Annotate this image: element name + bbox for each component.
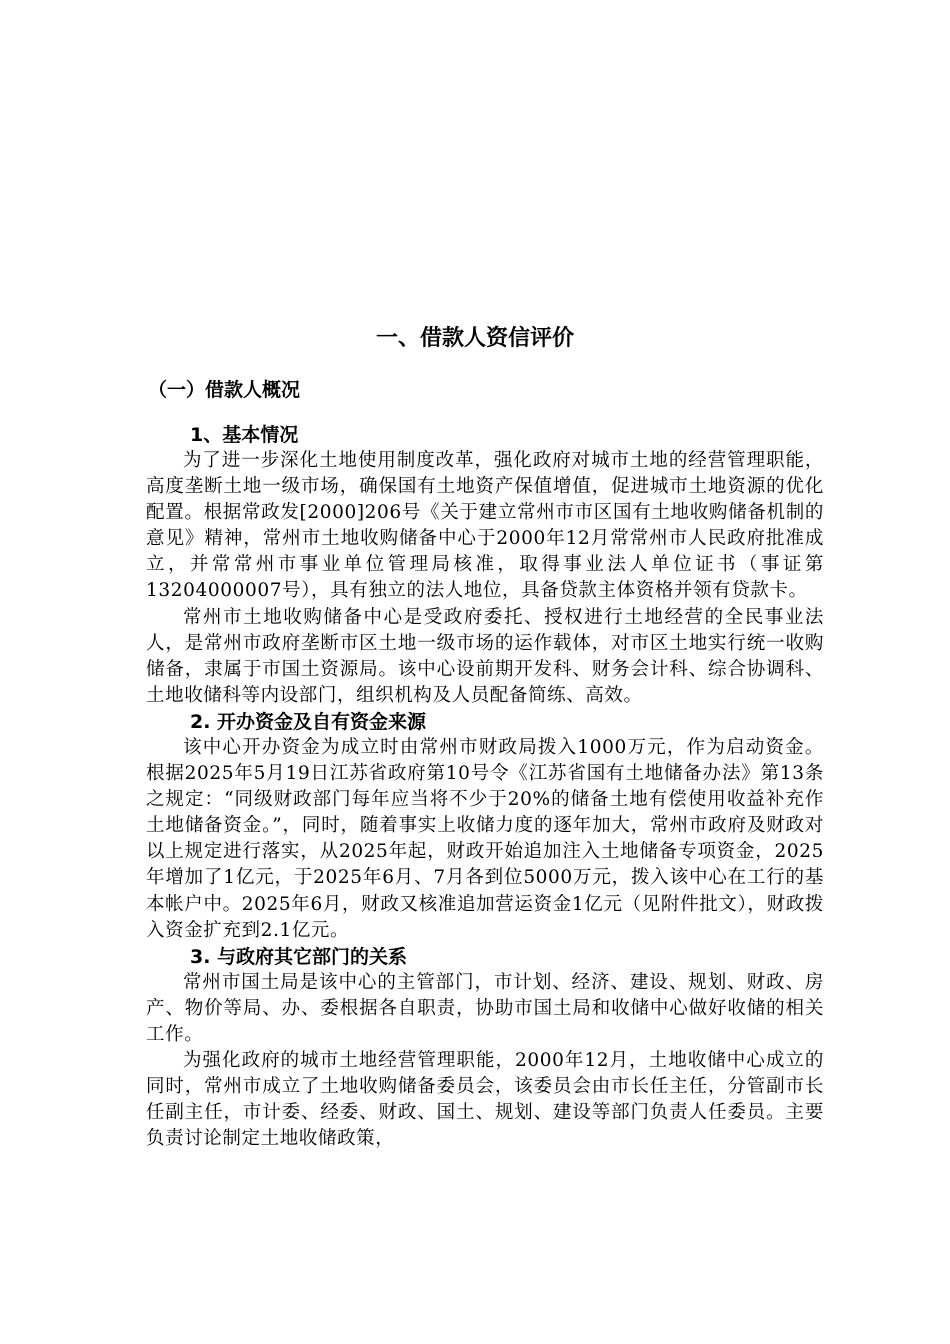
subsection-heading-basic-info: 1、基本情况 — [190, 424, 299, 446]
paragraph-government-relations-1: 常州市国土局是该中心的主管部门，市计划、经济、建设、规划、财政、房产、物价等局、办、委根据各自职责，协助市国土局和收储中心做好收储的相关工作。 — [146, 971, 824, 1045]
subsection-heading-capital-source: 2. 开办资金及自有资金来源 — [190, 710, 427, 733]
document-body — [146, 422, 824, 1152]
subsection-heading-government-relations: 3. 与政府其它部门的关系 — [190, 945, 408, 968]
paragraph-basic-info-1: 为了进一步深化土地使用制度改革，强化政府对城市土地的经营管理职能，高度垄断土地一级市场，确保国有土地资产保值增值，促进城市土地资源的优化配置。根据常政发[2000]206号《关于建立常州市市区国有土地收购储备机制的意见》精神，常州市土地收购储备中心于2000年12月常常州市人民政府批准成立，并常常州市事业单位管理局核准，取得事业法人单位证书（事证第13204000007号），具有独立的法人地位，具备贷款主体资格并领有贷款卡。 — [146, 450, 824, 602]
paragraph-government-relations-2: 为强化政府的城市土地经营管理职能，2000年12月，土地收储中心成立的同时，常州市成立了土地收购储备委员会，该委员会由市长任主任，分管副市长任副主任，市计委、经委、财政、国土、规划、建设等部门负责人任委员。主要负责讨论制定土地收储政策， — [146, 1049, 824, 1150]
document-title: 一、借款人资信评价 — [375, 326, 574, 351]
paragraph-basic-info-2: 常州市土地收购储备中心是受政府委托、授权进行土地经营的全民事业法人，是常州市政府垄断市区土地一级市场的运作载体，对市区土地实行统一收购储备，隶属于市国土资源局。该中心设前期开发科、财务会计科、综合协调科、土地收储科等内设部门，组织机构及人员配备简练、高效。 — [146, 606, 824, 706]
section-heading: （一）借款人概况 — [148, 379, 301, 401]
paragraph-capital-source-1: 该中心开办资金为成立时由常州市财政局拨入1000万元，作为启动资金。根据2025年5月19日江苏省政府第10号令《江苏省国有土地储备办法》第13条之规定：“同级财政部门每年应当将不少于20%的储备土地有偿使用收益补充作土地储备资金。”，同时，随着事实上收储力度的逐年加大，常州市政府及财政对以上规定进行落实，从2025年起，财政开始追加注入土地储备专项资金，2025年增加了1亿元，于2025年6月、7月各到位5000万元，拨入该中心在工行的基本帐户中。2025年6月，财政又核准追加营运资金1亿元（见附件批文），财政拨入资金扩充到2.1亿元。 — [146, 736, 824, 941]
